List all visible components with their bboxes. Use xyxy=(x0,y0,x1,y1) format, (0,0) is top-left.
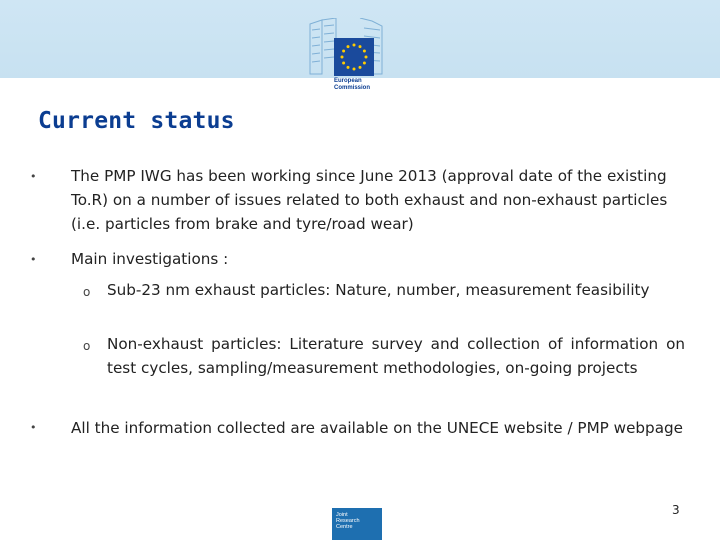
bullet-marker: • xyxy=(30,253,37,266)
jrc-line3: Centre xyxy=(336,524,353,530)
bullet-item: Main investigations : xyxy=(71,250,229,268)
logo-text-line1: European xyxy=(334,78,362,84)
bullet-item: The PMP IWG has been working since June 2013 (approval date of the existing To.R) on a number of issues related to both exhaust and non-exhaust particles (i.e. particles from brake and tyre/road wear) xyxy=(71,167,668,233)
jrc-logo xyxy=(332,508,382,540)
jrc-line1: Joint xyxy=(336,512,348,518)
jrc-logo-text xyxy=(336,512,360,530)
page-title: Current status xyxy=(38,108,235,134)
jrc-line2: Research xyxy=(336,518,360,524)
sub-bullet-marker: o xyxy=(83,285,91,299)
bullet-item: All the information collected are available on the UNECE website / PMP webpage xyxy=(71,419,683,437)
bullet-marker: • xyxy=(30,421,37,434)
logo-text-line2: Commission xyxy=(334,85,371,91)
sub-bullet-item: Non-exhaust particles: Literature survey and collection of information on test cycles, sampling/measurement methodologies, on-going projects xyxy=(107,335,685,377)
bullet-marker: • xyxy=(30,170,37,183)
sub-bullet-marker: o xyxy=(83,339,91,353)
page-number: 3 xyxy=(672,503,680,517)
sub-bullet-item: Sub-23 nm exhaust particles: Nature, number, measurement feasibility xyxy=(107,281,650,299)
